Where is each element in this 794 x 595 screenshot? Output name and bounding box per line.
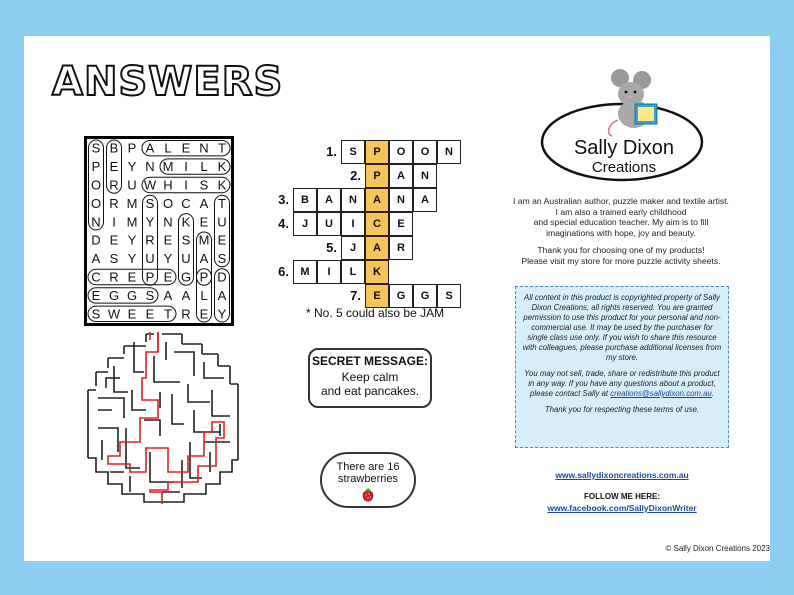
word-search-letter: P bbox=[127, 140, 137, 156]
crossword-cell: C bbox=[365, 212, 389, 236]
worksheet-page bbox=[24, 36, 770, 561]
word-search-letter: W bbox=[143, 177, 157, 193]
terms-paragraph-3: Thank you for respecting these terms of use. bbox=[544, 405, 700, 414]
word-search-letter: E bbox=[109, 159, 119, 175]
crossword-cell: A bbox=[389, 164, 413, 188]
terms-paragraph-2 bbox=[521, 369, 723, 399]
word-search-letter: E bbox=[163, 269, 173, 285]
word-search-letter: Y bbox=[127, 159, 137, 175]
word-search-letter: I bbox=[184, 159, 188, 175]
word-search-letter: Y bbox=[163, 251, 173, 267]
crossword-clue-number: 5. bbox=[326, 240, 337, 255]
strawberry-icon bbox=[361, 487, 375, 503]
word-search-grid bbox=[84, 136, 234, 326]
word-search-letter: U bbox=[145, 251, 155, 267]
crossword-cell: J bbox=[341, 236, 365, 260]
bio-line: imaginations with hope, joy and beauty. bbox=[546, 227, 696, 238]
word-search-letter: Y bbox=[127, 251, 137, 267]
crossword-cell: A bbox=[413, 188, 437, 212]
word-search-letter: N bbox=[91, 214, 101, 230]
word-search-letter: Y bbox=[217, 306, 227, 322]
crossword-cell: S bbox=[341, 140, 365, 164]
word-search-letter: R bbox=[109, 269, 119, 285]
bio-line: Thank you for choosing one of my products! bbox=[537, 245, 705, 255]
copyright-notice: © Sally Dixon Creations 2023 bbox=[665, 544, 770, 553]
word-search-letter: A bbox=[199, 195, 209, 211]
word-search-letter: L bbox=[200, 287, 208, 303]
word-search-letter: G bbox=[108, 287, 120, 303]
crossword-cell: A bbox=[365, 236, 389, 260]
word-search-letter: A bbox=[163, 287, 173, 303]
logo-line1: Sally Dixon bbox=[573, 137, 675, 159]
word-search-letter: Y bbox=[127, 232, 137, 248]
word-search-letter: R bbox=[109, 177, 119, 193]
word-search-letter: L bbox=[200, 159, 208, 175]
crossword-cell: I bbox=[341, 212, 365, 236]
word-search-letter: D bbox=[91, 232, 101, 248]
word-search-letter: M bbox=[126, 214, 138, 230]
word-search-letter: A bbox=[91, 251, 101, 267]
word-search-letter: P bbox=[145, 269, 155, 285]
bio-line: Please visit my store for more puzzle activity sheets. bbox=[521, 255, 721, 266]
facebook-link[interactable]: www.facebook.com/SallyDixonWriter bbox=[547, 503, 697, 513]
word-search-letter: S bbox=[91, 306, 101, 322]
strawberry-line2: strawberries bbox=[338, 473, 398, 485]
word-search-letter: T bbox=[164, 306, 172, 322]
word-search-letter: E bbox=[217, 232, 227, 248]
word-search-letter: M bbox=[126, 195, 138, 211]
word-search-letter: E bbox=[127, 269, 137, 285]
word-search-letter: N bbox=[145, 159, 155, 175]
word-search-letter: U bbox=[217, 214, 227, 230]
word-search-letter: M bbox=[198, 232, 210, 248]
word-search-letter: A bbox=[181, 287, 191, 303]
word-search-letter: S bbox=[109, 251, 119, 267]
word-search-letter: G bbox=[126, 287, 138, 303]
word-search-letter: O bbox=[162, 195, 174, 211]
crossword-cell: K bbox=[365, 260, 389, 284]
crossword-cell: U bbox=[317, 212, 341, 236]
secret-message-line1: Keep calm bbox=[341, 370, 399, 384]
word-search-letter: E bbox=[127, 306, 137, 322]
follow-label: FOLLOW ME HERE: bbox=[584, 492, 660, 501]
crossword-cell: J bbox=[293, 212, 317, 236]
word-search-letter: S bbox=[217, 251, 227, 267]
crossword-clue-number: 4. bbox=[278, 216, 289, 231]
word-search-letter: E bbox=[91, 287, 101, 303]
word-search-letter: U bbox=[181, 251, 191, 267]
word-search-letter: A bbox=[145, 140, 155, 156]
crossword-cell: N bbox=[437, 140, 461, 164]
crossword-cell: G bbox=[413, 284, 437, 308]
crossword-clue-number: 3. bbox=[278, 192, 289, 207]
crossword-note: * No. 5 could also be JAM bbox=[306, 306, 445, 320]
word-search-letter: R bbox=[145, 232, 155, 248]
terms-of-use-box bbox=[515, 286, 729, 448]
secret-message-line2: and eat pancakes. bbox=[320, 384, 420, 398]
word-search-letter: M bbox=[162, 159, 174, 175]
crossword-cell: E bbox=[365, 284, 389, 308]
crossword-clue-number: 6. bbox=[278, 264, 289, 279]
crossword-cell: P bbox=[365, 140, 389, 164]
sally-dixon-logo bbox=[538, 64, 704, 184]
word-search-letter: L bbox=[164, 140, 172, 156]
crossword-cell: S bbox=[437, 284, 461, 308]
word-search-letter: R bbox=[181, 306, 191, 322]
website-link[interactable]: www.sallydixoncreations.com.au bbox=[555, 470, 689, 480]
crossword-cell: B bbox=[293, 188, 317, 212]
crossword-cell: R bbox=[389, 236, 413, 260]
crossword-cell: M bbox=[293, 260, 317, 284]
word-search-letter: S bbox=[181, 232, 191, 248]
terms-p2-text: You may not sell, trade, share or redistribute this product in any way. If you have any questions about a product, please contact Sally at bbox=[524, 369, 720, 398]
crossword-cell: G bbox=[389, 284, 413, 308]
word-search-letter: T bbox=[218, 195, 226, 211]
strawberry-count-box bbox=[320, 452, 416, 508]
terms-p2-end: . bbox=[711, 389, 714, 398]
maze-solution bbox=[84, 332, 244, 518]
crossword-cell: O bbox=[413, 140, 437, 164]
word-search-letter: K bbox=[217, 177, 227, 193]
crossword-clue-number: 1. bbox=[326, 144, 337, 159]
crossword-cell: N bbox=[341, 188, 365, 212]
word-search-letter: I bbox=[112, 214, 116, 230]
bio-line: I am also a trained early childhood bbox=[555, 206, 687, 217]
word-search-letter: P bbox=[91, 159, 101, 175]
word-search-letter: E bbox=[199, 306, 209, 322]
word-search-svg bbox=[87, 139, 231, 323]
crossword-cell: L bbox=[341, 260, 365, 284]
logo-graphic bbox=[538, 64, 704, 184]
word-search-letter: O bbox=[90, 177, 102, 193]
crossword-cell: N bbox=[413, 164, 437, 188]
word-search-letter: C bbox=[181, 195, 191, 211]
word-search-letter: E bbox=[199, 214, 209, 230]
word-search-letter: E bbox=[109, 232, 119, 248]
logo-line2: Creations bbox=[591, 159, 657, 176]
secret-message-heading: SECRET MESSAGE: bbox=[311, 354, 428, 368]
word-search-letter: W bbox=[107, 306, 121, 322]
word-search-letter: R bbox=[109, 195, 119, 211]
strawberry-line1: There are 16 bbox=[336, 461, 400, 473]
word-search-letter: S bbox=[91, 140, 101, 156]
crossword-clue-number: 2. bbox=[350, 168, 361, 183]
word-search-letter: A bbox=[199, 251, 209, 267]
word-search-letter: S bbox=[199, 177, 209, 193]
secret-message-box bbox=[308, 348, 432, 408]
crossword-clue-number: 7. bbox=[350, 288, 361, 303]
author-bio bbox=[494, 196, 748, 273]
maze-path-entry bbox=[150, 332, 158, 352]
word-search-letter: E bbox=[163, 232, 173, 248]
crossword-cell: E bbox=[389, 212, 413, 236]
crossword-cell: N bbox=[389, 188, 413, 212]
word-search-letter: K bbox=[181, 214, 191, 230]
word-search-letter: H bbox=[163, 177, 173, 193]
crossword-cell: I bbox=[317, 260, 341, 284]
word-search-letter: D bbox=[217, 269, 227, 285]
bio-line: I am an Australian author, puzzle maker and textile artist. bbox=[513, 196, 729, 206]
word-search-letter: C bbox=[91, 269, 101, 285]
crossword-cell: A bbox=[317, 188, 341, 212]
word-search-letter: S bbox=[145, 287, 155, 303]
word-search-letter: N bbox=[199, 140, 209, 156]
word-search-letter: Y bbox=[145, 214, 155, 230]
word-search-letter: N bbox=[163, 214, 173, 230]
word-search-letter: P bbox=[199, 269, 209, 285]
crossword-cell: A bbox=[365, 188, 389, 212]
word-search-letter: E bbox=[145, 306, 155, 322]
word-search-letter: I bbox=[184, 177, 188, 193]
word-search-letter: K bbox=[217, 159, 227, 175]
word-search-letter: B bbox=[109, 140, 119, 156]
word-search-letter: A bbox=[217, 287, 227, 303]
word-search-letter: U bbox=[127, 177, 137, 193]
bio-line: and special education teacher. My aim is to fill bbox=[533, 217, 709, 227]
contact-email-link[interactable]: creations@sallydixon.com.au bbox=[610, 389, 712, 398]
crossword-cell: O bbox=[389, 140, 413, 164]
terms-paragraph-1: All content in this product is copyrighted property of Sally Dixon Creations, all rights reserved. You are granted permission to use this product for your personal and non-commercial use. It may be used by the purchaser for single class use only. If you wish to share this resource with colleagues, please purchase additional licenses from my store. bbox=[522, 293, 722, 362]
word-search-letter: O bbox=[90, 195, 102, 211]
crossword-cell: P bbox=[365, 164, 389, 188]
page-title: ANSWERS bbox=[52, 59, 284, 105]
maze-walls bbox=[88, 334, 238, 502]
word-search-letter: G bbox=[180, 269, 192, 285]
word-search-letter: T bbox=[218, 140, 226, 156]
word-search-letter: E bbox=[181, 140, 191, 156]
word-search-letter: S bbox=[145, 195, 155, 211]
